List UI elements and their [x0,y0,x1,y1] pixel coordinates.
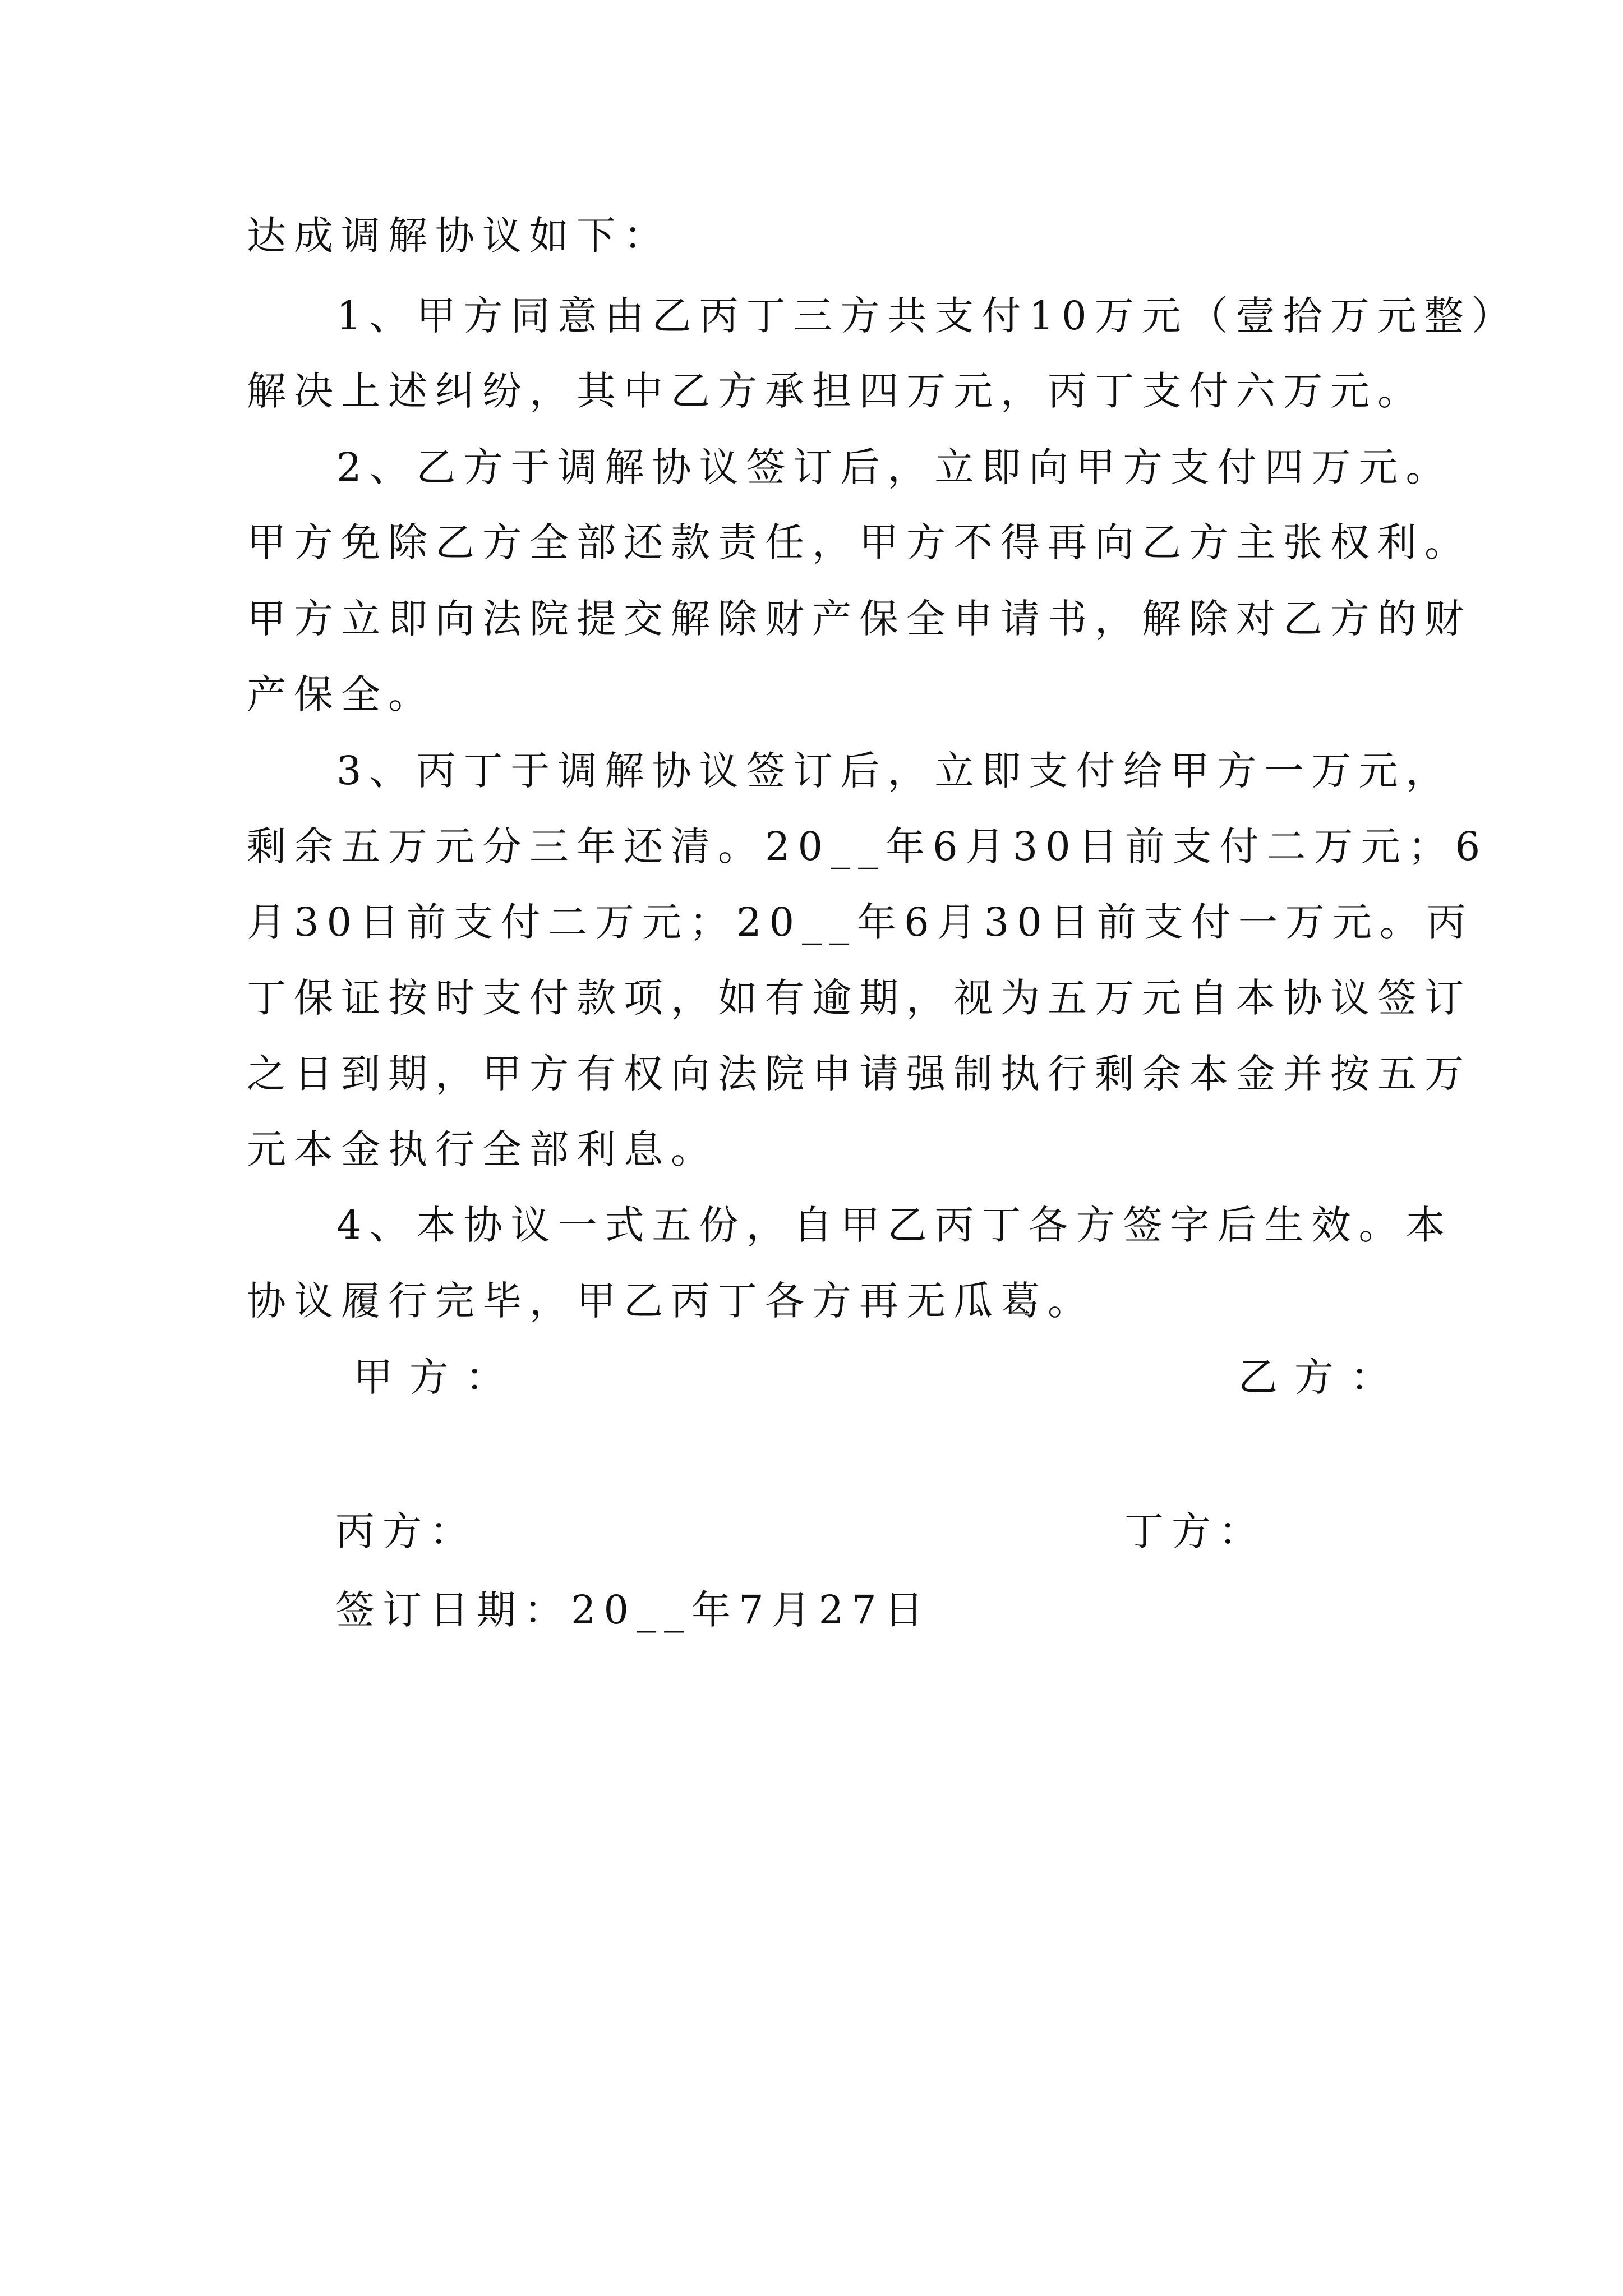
clause-2-line-2: 甲方免除乙方全部还款责任，甲方不得再向乙方主张权利。 [247,519,1472,565]
clause-3-line-2: 剩余五万元分三年还清。20__年6月30日前支付二万元；6 [247,823,1488,869]
clause-3-line-3: 月30日前支付二万元；20__年6月30日前支付一万元。丙 [247,899,1474,945]
clause-1-line-2: 解决上述纠纷，其中乙方承担四万元，丙丁支付六万元。 [247,368,1424,414]
party-b-signature-label: 乙方： [1238,1354,1407,1400]
clause-1-line-1: 1、甲方同意由乙丙丁三方共支付10万元（壹拾万元整） [336,293,1519,339]
clause-2-line-3: 甲方立即向法院提交解除财产保全申请书，解除对乙方的财 [247,596,1472,642]
party-a-signature-label: 甲方： [353,1354,522,1400]
party-d-signature-label: 丁方： [1124,1508,1266,1554]
clause-4-line-2: 协议履行完毕，甲乙丙丁各方再无瓜葛。 [247,1278,1095,1324]
party-c-signature-label: 丙方： [335,1508,477,1554]
intro-line: 达成调解协议如下： [247,213,671,259]
clause-3-line-5: 之日到期，甲方有权向法院申请强制执行剩余本金并按五万 [247,1051,1472,1097]
clause-3-line-4: 丁保证按时支付款项，如有逾期，视为五万元自本协议签订 [247,975,1472,1021]
clause-2-line-1: 2、乙方于调解协议签订后，立即向甲方支付四万元。 [336,444,1453,490]
clause-3-line-6: 元本金执行全部利息。 [247,1126,718,1172]
clause-3-line-1: 3、丙丁于调解协议签订后，立即支付给甲方一万元， [336,748,1453,794]
clause-4-line-1: 4、本协议一式五份，自甲乙丙丁各方签字后生效。本 [336,1202,1453,1248]
signing-date: 签订日期：20__年7月27日 [335,1587,932,1633]
clause-2-line-4: 产保全。 [247,671,435,717]
